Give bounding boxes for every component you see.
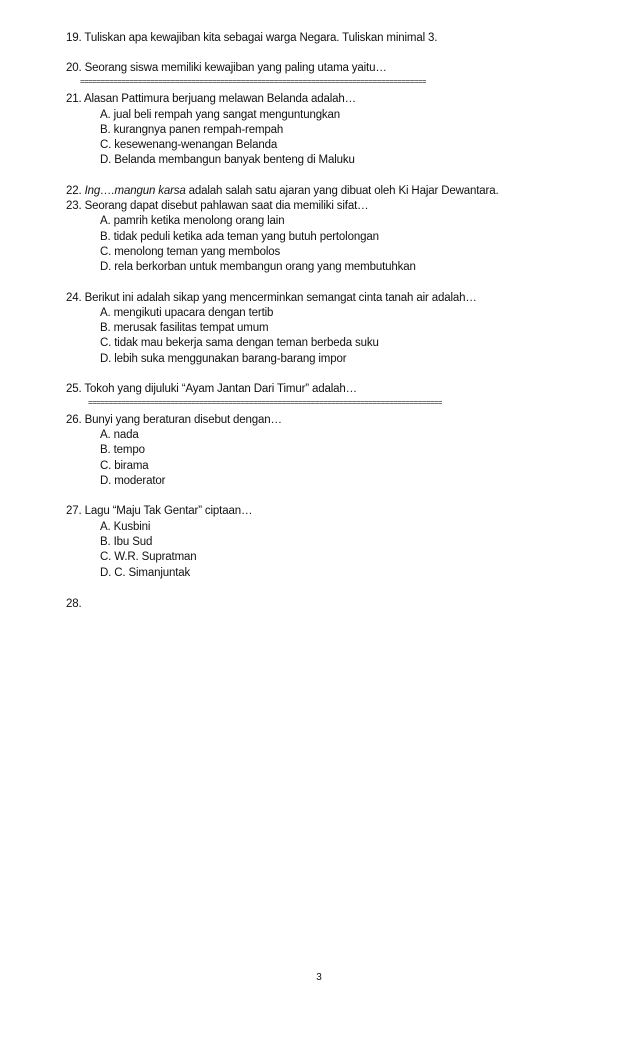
question-22 <box>66 184 499 199</box>
q24-option-c: C. tidak mau bekerja sama dengan teman berbeda suku <box>100 337 379 349</box>
q22-italic-term: Ing….mangun karsa <box>84 185 186 197</box>
page-number: 3 <box>316 972 322 983</box>
q24-option-b: B. merusak fasilitas tempat umum <box>100 322 269 334</box>
q23-option-c: C. menolong teman yang membolos <box>100 246 281 258</box>
q26-option-d: D. moderator <box>100 475 166 487</box>
question-23: 23. Seorang dapat disebut pahlawan saat dia memiliki sifat… <box>66 200 369 212</box>
q26-option-a: A. nada <box>100 429 139 441</box>
q21-option-b: B. kurangnya panen rempah-rempah <box>100 124 284 136</box>
q26-option-b: B. tempo <box>100 444 145 456</box>
q23-option-d: D. rela berkorban untuk membangun orang yang membutuhkan <box>100 261 416 273</box>
question-19: 19. Tuliskan apa kewajiban kita sebagai warga Negara. Tuliskan minimal 3. <box>66 32 438 44</box>
question-20: 20. Seorang siswa memiliki kewajiban yang paling utama yaitu… <box>66 62 387 74</box>
q27-option-a: A. Kusbini <box>100 521 151 533</box>
question-25: 25. Tokoh yang dijuluki “Ayam Jantan Dari Timur” adalah… <box>66 383 357 395</box>
question-24: 24. Berikut ini adalah sikap yang mencerminkan semangat cinta tanah air adalah… <box>66 292 477 304</box>
question-28: 28. <box>66 598 82 610</box>
answer-separator-line: ==================================================================================== <box>80 77 427 86</box>
answer-separator-line: ====================================================================================== <box>88 398 443 407</box>
q27-option-c: C. W.R. Supratman <box>100 551 197 563</box>
q21-option-d: D. Belanda membangun banyak benteng di Maluku <box>100 154 355 166</box>
q27-option-d: D. C. Simanjuntak <box>100 567 191 579</box>
question-27: 27. Lagu “Maju Tak Gentar” ciptaan… <box>66 505 253 517</box>
q23-option-a: A. pamrih ketika menolong orang lain <box>100 215 285 227</box>
q22-number: 22. <box>66 185 85 197</box>
q22-rest: adalah salah satu ajaran yang dibuat oleh Ki Hajar Dewantara. <box>185 185 499 197</box>
q24-option-a: A. mengikuti upacara dengan tertib <box>100 307 274 319</box>
q27-option-b: B. Ibu Sud <box>100 536 153 548</box>
q21-option-a: A. jual beli rempah yang sangat menguntungkan <box>100 109 341 121</box>
q23-option-b: B. tidak peduli ketika ada teman yang butuh pertolongan <box>100 231 379 243</box>
q21-option-c: C. kesewenang-wenangan Belanda <box>100 139 278 151</box>
q26-option-c: C. birama <box>100 460 149 472</box>
q24-option-d: D. lebih suka menggunakan barang-barang impor <box>100 353 347 365</box>
question-21: 21. Alasan Pattimura berjuang melawan Belanda adalah… <box>66 93 356 105</box>
question-26: 26. Bunyi yang beraturan disebut dengan… <box>66 414 282 426</box>
